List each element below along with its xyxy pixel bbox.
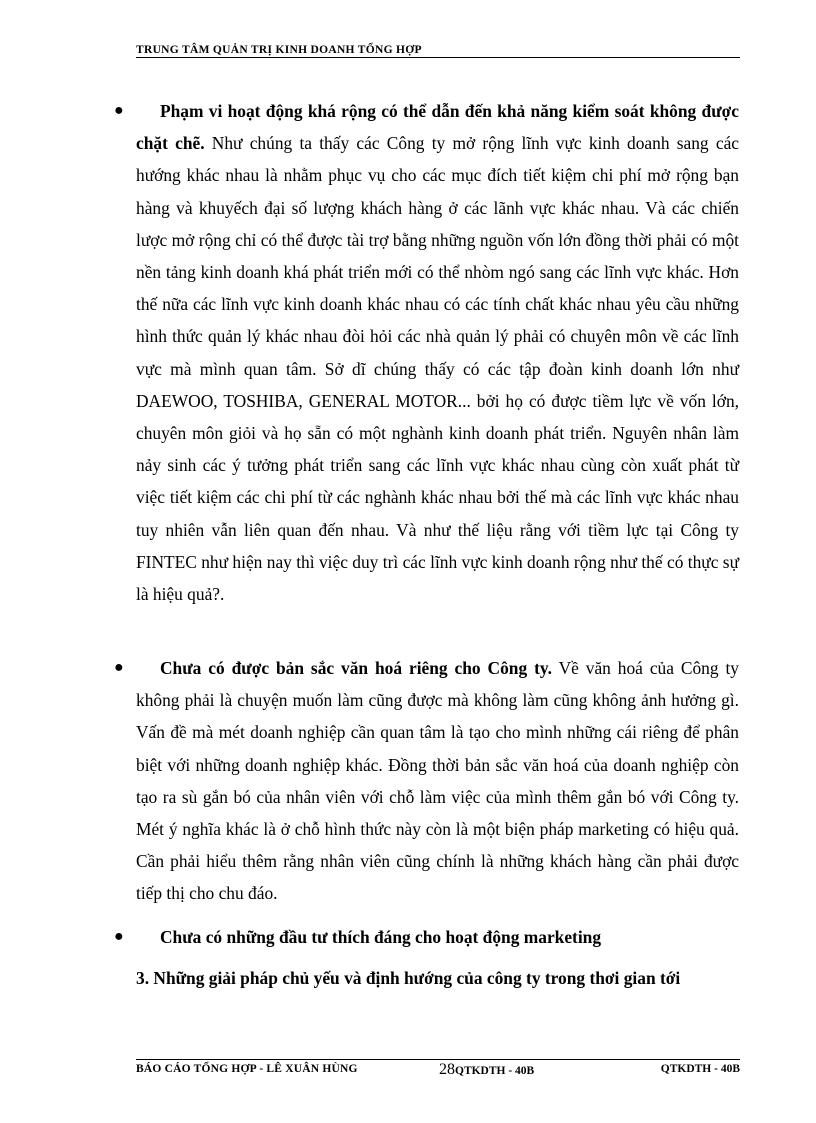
page-footer bbox=[136, 1059, 740, 1078]
footer-center bbox=[439, 1061, 534, 1079]
bullet-lead-text: Phạm vi hoạt động khá rộng có thể dẫn đến khả năng kiểm soát không được chặt chẽ. bbox=[136, 101, 739, 154]
bullet-lead-text: Chưa có được bản sắc văn hoá riêng cho Công ty. bbox=[160, 658, 552, 678]
bullet-item-marketing bbox=[114, 921, 739, 953]
bullet-dot-icon: ● bbox=[114, 928, 124, 945]
page-number: 28 bbox=[439, 1061, 455, 1078]
bullet-body-text: Như chúng ta thấy các Công ty mở rộng lĩnh vực kinh doanh sang các hướng khác nhau là nhằm phục vụ cho các mục đích tiết kiệm chi phí mở rộng bạn hàng và khuyếch đại số lượng khách hàng ở các lãnh vực khác nhau. Và các chiến lược mở rộng chỉ có thể được tài trợ bằng những nguồn vốn lớn đồng thời phải có một nền tảng kinh doanh khá phát triển mới có thể nhòm ngó sang các lĩnh vực khác. Hơn thế nữa các lĩnh vực kinh doanh khác nhau có các tính chất khác nhau yêu cầu những hình thức quản lý khác nhau đòi hỏi các nhà quản lý phải có chuyên môn về các lĩnh vực mà mình quan tâm. Sở dĩ chúng thấy có các tập đoàn kinh doanh lớn như DAEWOO, TOSHIBA, GENERAL MOTOR... bởi họ có được tiềm lực về vốn lớn, chuyên môn giỏi và họ sẵn có một nghành kinh doanh phát triển. Nguyên nhân làm nảy sinh các ý tưởng phát triển sang các lĩnh vực khác nhau cùng còn xuất phát từ việc tiết kiệm các chi phí từ các nghành khác nhau bởi thế mà các lĩnh vực khác nhau tuy nhiên vẫn liên quan đến nhau. Và như thế liệu rằng với tiềm lực tại Công ty FINTEC như hiện nay thì việc duy trì các lĩnh vực kinh doanh rộng như thế có thực sự là hiệu quả?. bbox=[136, 133, 740, 605]
bullet-dot-icon: ● bbox=[114, 659, 124, 676]
bullet-item-culture bbox=[114, 652, 739, 910]
bullet-body-text: Về văn hoá của Công ty không phải là chuyện muốn làm cũng được mà không làm cũng không ảnh hưởng gì. Vấn đề mà mét doanh nghiệp cần quan tâm là tạo cho mình những cái riêng để phân biệt với những doanh nghiệp khác. Đồng thời bản sắc văn hoá của doanh nghiệp còn tạo ra sù gắn bó của nhân viên với chỗ làm việc của mình thêm gắn bó với Công ty. Mét ý nghĩa khác là ở chỗ hình thức này còn là một biện pháp marketing có hiệu quả. Cần phải hiểu thêm rằng nhân viên cũng chính là những khách hàng cần phải được tiếp thị cho chu đáo. bbox=[136, 658, 739, 904]
footer-right-code: QTKDTH - 40B bbox=[660, 1063, 740, 1075]
bullet-lead-text: Chưa có những đầu tư thích đáng cho hoạt động marketing bbox=[160, 927, 602, 947]
section-heading: 3. Những giải pháp chủ yếu và định hướng của công ty trong thơi gian tới bbox=[136, 968, 681, 988]
bullet-item-scope bbox=[114, 95, 740, 610]
page-header bbox=[136, 44, 740, 58]
footer-center-code: QTKDTH - 40B bbox=[455, 1065, 535, 1077]
bullet-dot-icon: ● bbox=[114, 102, 124, 119]
footer-author: BÁO CÁO TỔNG HỢP - LÊ XUÂN HÙNG bbox=[136, 1063, 358, 1075]
header-title: TRUNG TÂM QUẢN TRỊ KINH DOANH TỔNG HỢP bbox=[136, 44, 422, 56]
